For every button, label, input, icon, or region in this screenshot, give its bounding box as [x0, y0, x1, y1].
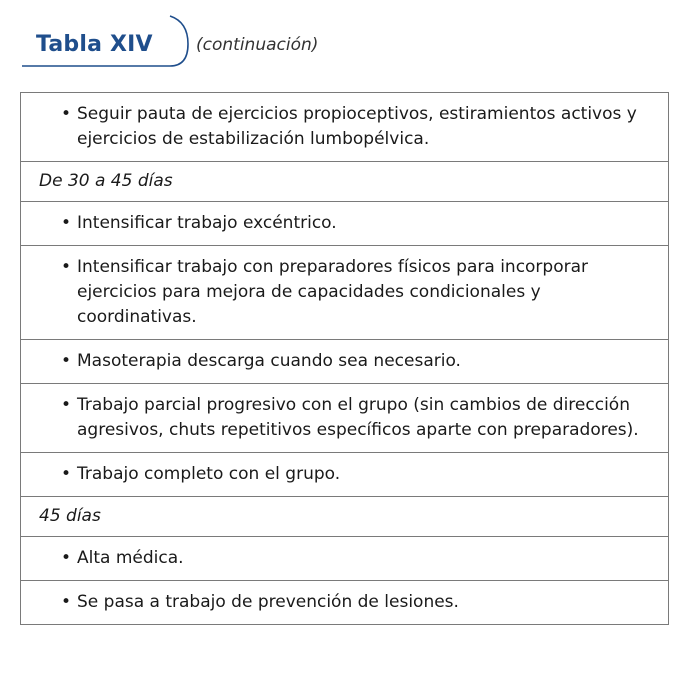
table-row: [21, 93, 668, 161]
table-subtitle: (continuación): [196, 35, 319, 55]
section-text: De 30 a 45 días: [39, 171, 173, 191]
row-text: Trabajo completo con el grupo.: [77, 464, 341, 484]
bullet-icon: •: [61, 351, 72, 371]
row-text: Intensificar trabajo excéntrico.: [77, 213, 337, 233]
section-heading: [21, 161, 668, 201]
table-row: [21, 339, 668, 383]
row-text: Se pasa a trabajo de prevención de lesiones.: [77, 592, 459, 612]
row-text: Masoterapia descarga cuando sea necesario.: [77, 351, 461, 371]
table-row: [21, 383, 668, 452]
table-row: [21, 452, 668, 496]
table-row: [21, 201, 668, 245]
section-text: 45 días: [39, 506, 101, 526]
section-heading: [21, 496, 668, 536]
row-text: Trabajo parcial progresivo con el grupo (sin cambios de dirección agresivos, chuts repetitivos específicos aparte con preparadores).: [77, 395, 639, 440]
row-text: Seguir pauta de ejercicios propioceptivos, estiramientos activos y ejercicios de estabilización lumbopélvica.: [77, 104, 637, 149]
bullet-icon: •: [61, 104, 72, 124]
bullet-icon: •: [61, 464, 72, 484]
bullet-icon: •: [61, 257, 72, 277]
bullet-icon: •: [61, 592, 72, 612]
table-title: Tabla XIV: [36, 32, 153, 57]
bullet-icon: •: [61, 213, 72, 233]
bullet-icon: •: [61, 548, 72, 568]
row-text: Alta médica.: [77, 548, 184, 568]
row-text: Intensificar trabajo con preparadores físicos para incorporar ejercicios para mejora de capacidades condicionales y coordinativas.: [77, 257, 589, 327]
table-header: [20, 14, 680, 74]
table-row: [21, 536, 668, 580]
table-row: [21, 580, 668, 624]
table-row: [21, 245, 668, 339]
content-table: [20, 92, 669, 625]
bullet-icon: •: [61, 395, 72, 415]
